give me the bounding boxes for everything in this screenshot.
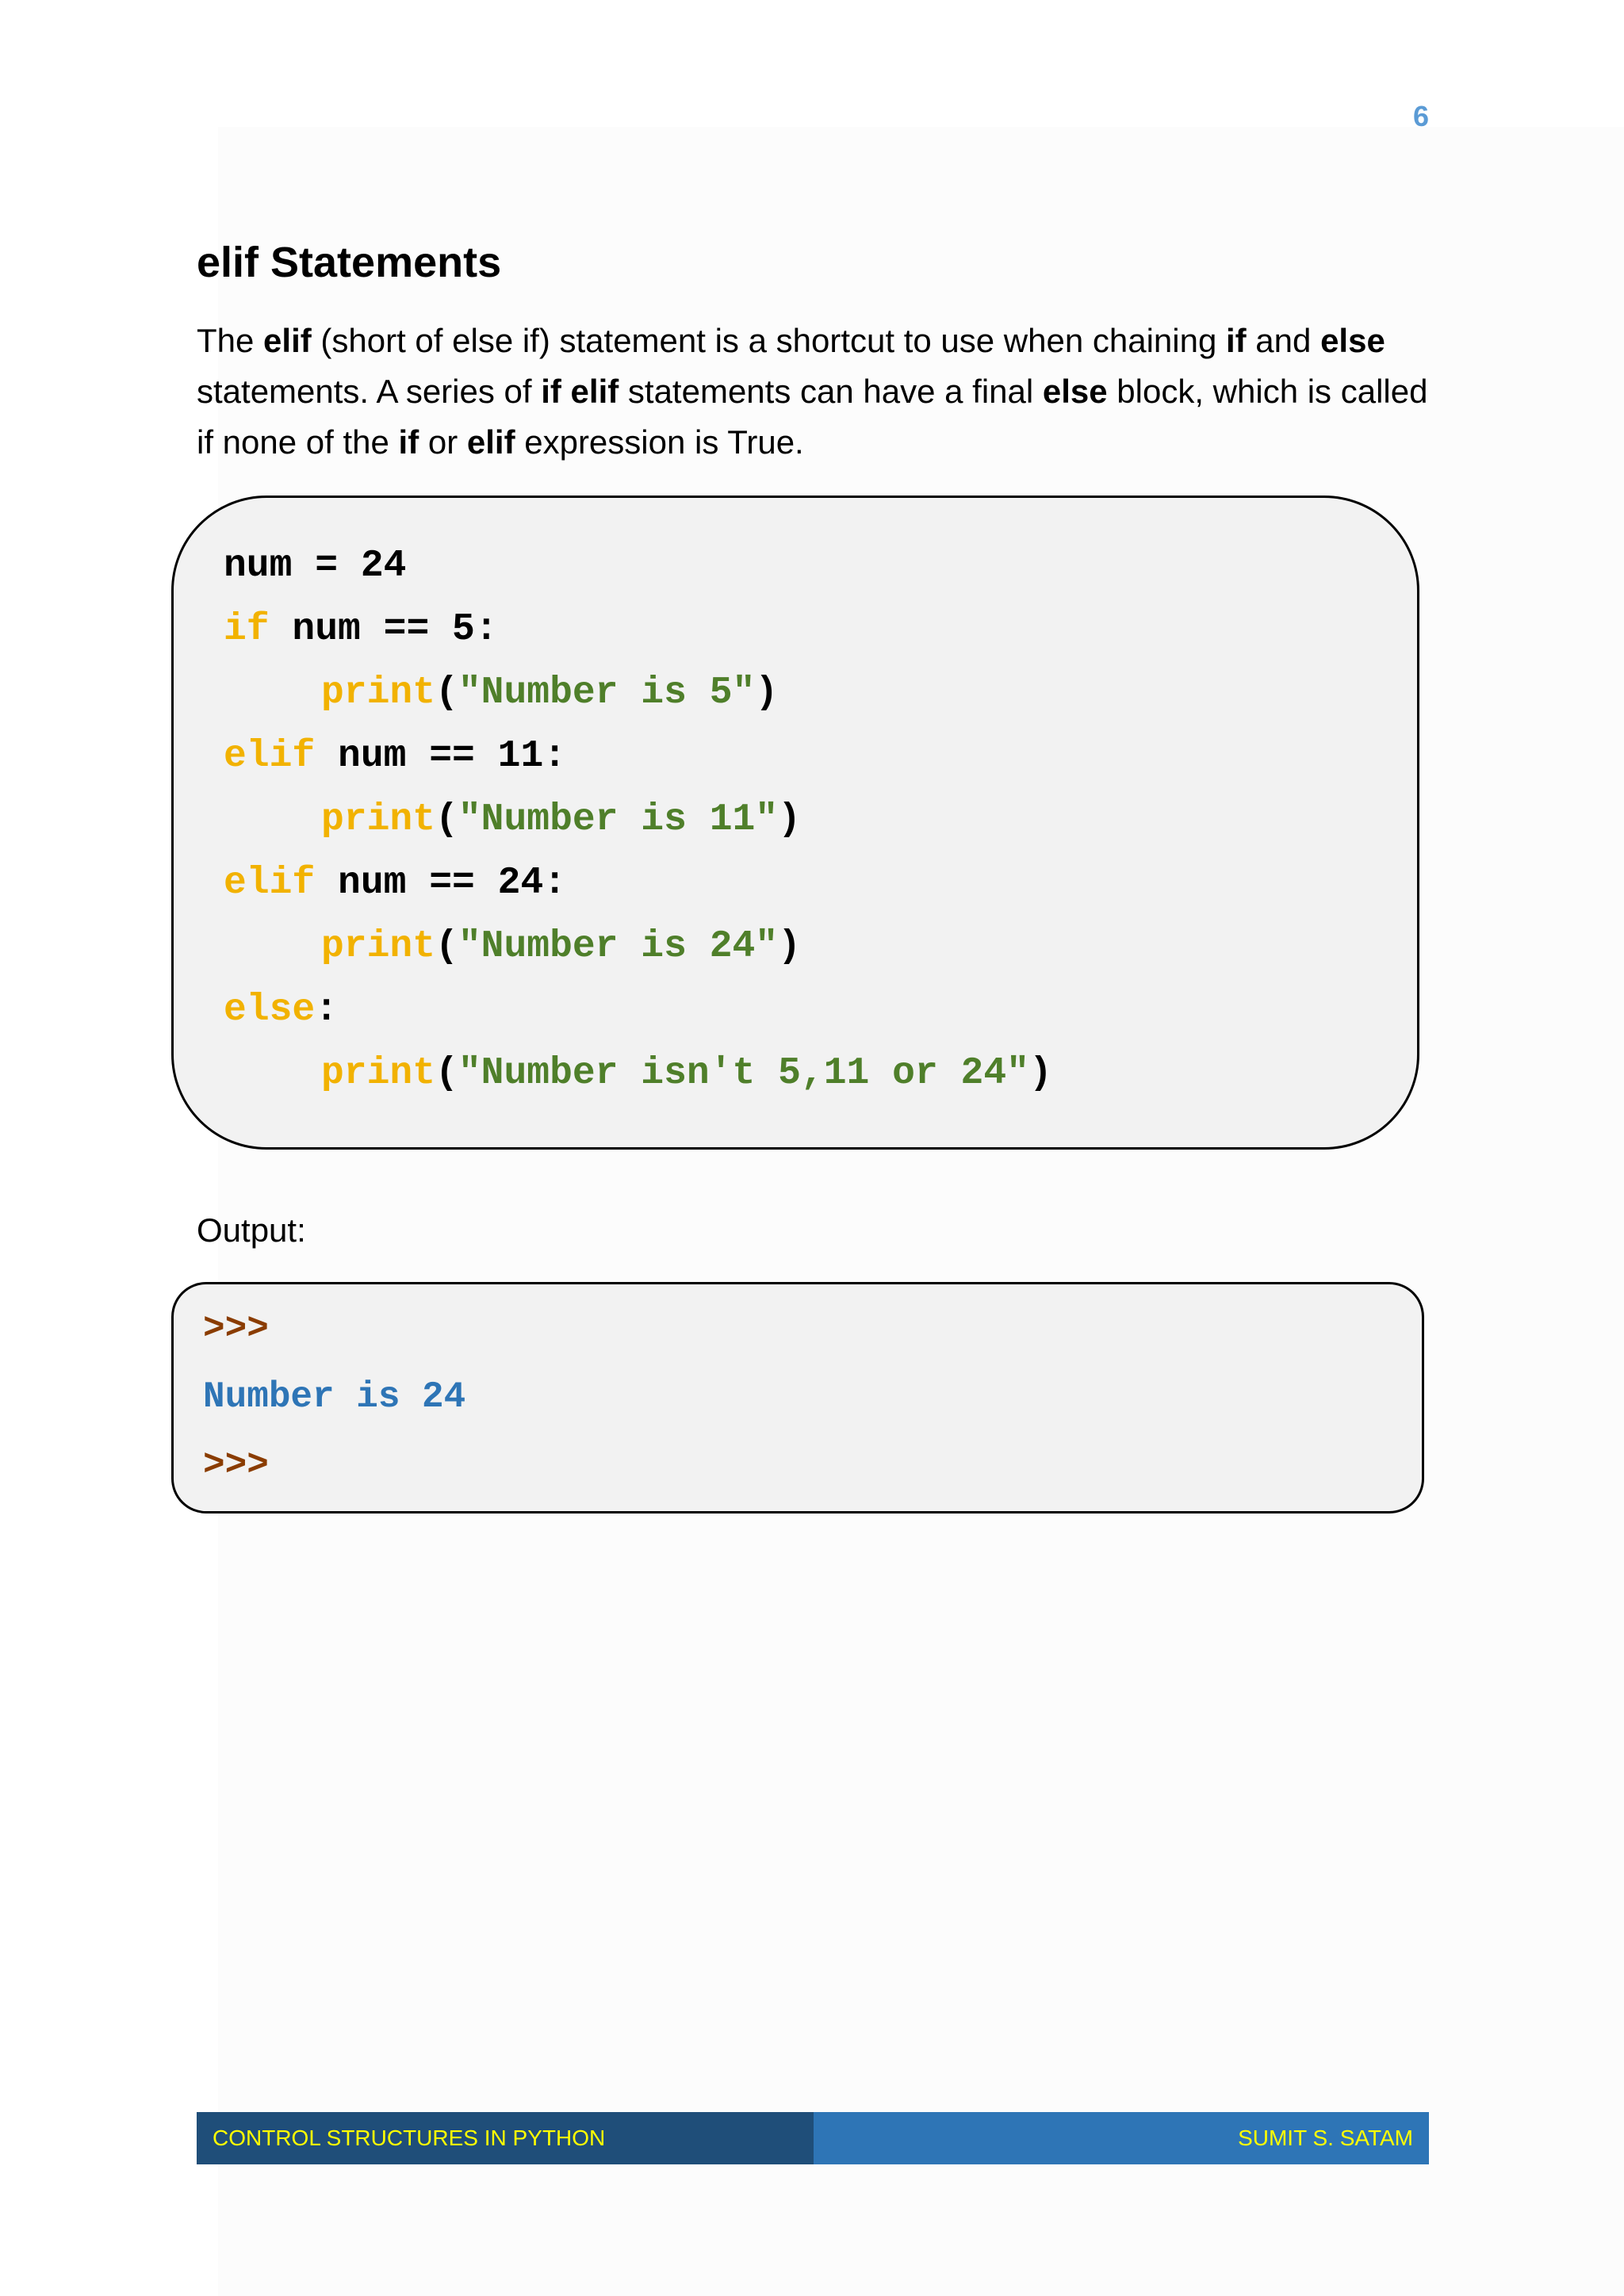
code-text: num == 24: [315, 862, 567, 905]
code-string: "Number is 11" [458, 798, 779, 841]
code-keyword: else [224, 989, 316, 1031]
code-text: ( [435, 672, 458, 714]
intro-paragraph [197, 316, 1434, 468]
code-keyword: elif [224, 735, 316, 778]
code-text: : [315, 989, 339, 1031]
code-string: "Number isn't 5,11 or 24" [458, 1052, 1029, 1095]
code-line [224, 538, 406, 594]
code-line [321, 665, 778, 721]
footer-author: SUMIT S. SATAM [814, 2112, 1429, 2164]
code-text: ) [755, 672, 779, 714]
section-heading: elif Statements [197, 239, 502, 286]
code-keyword: print [321, 925, 436, 968]
code-line [224, 982, 338, 1038]
code-text: ) [778, 798, 801, 841]
shell-prompt: >>> [203, 1308, 269, 1349]
code-keyword: elif [224, 862, 316, 905]
page-number: 6 [1412, 100, 1429, 132]
output-label: Output: [197, 1211, 306, 1249]
code-line [321, 919, 801, 974]
code-line [224, 855, 566, 911]
code-text: num = 24 [224, 545, 407, 587]
code-text: ) [778, 925, 801, 968]
intro-keyword: if [398, 423, 419, 461]
footer-title: CONTROL STRUCTURES IN PYTHON [197, 2112, 814, 2164]
code-keyword: print [321, 798, 436, 841]
code-keyword: if [224, 608, 270, 651]
code-text: ) [1028, 1052, 1052, 1095]
code-string: "Number is 24" [458, 925, 779, 968]
code-text: ( [435, 798, 458, 841]
intro-keyword: else [1320, 322, 1385, 359]
intro-keyword: elif [466, 423, 515, 461]
code-text: num == 5: [269, 608, 498, 651]
code-text: num == 11: [315, 735, 567, 778]
code-keyword: print [321, 672, 436, 714]
intro-text: expression is True. [515, 423, 804, 461]
intro-text: block, which is called if none of the [197, 373, 1428, 461]
intro-text: statements. A series of [197, 373, 542, 410]
code-keyword: print [321, 1052, 436, 1095]
code-line [224, 602, 498, 657]
intro-text: (short of else if) statement is a shortcut to use when chaining [311, 322, 1226, 359]
code-text: ( [435, 1052, 458, 1095]
code-line [321, 792, 801, 848]
intro-text: and [1246, 322, 1321, 359]
intro-keyword: elif [263, 322, 312, 359]
intro-keyword: if elif [541, 373, 619, 410]
code-string: "Number is 5" [458, 672, 756, 714]
code-line [224, 729, 566, 784]
intro-keyword: else [1042, 373, 1108, 410]
shell-output: Number is 24 [203, 1376, 466, 1418]
code-text: ( [435, 925, 458, 968]
shell-prompt: >>> [203, 1445, 269, 1486]
intro-text: statements can have a final [619, 373, 1043, 410]
intro-keyword: if [1225, 322, 1247, 359]
code-line [321, 1046, 1052, 1101]
intro-text: The [197, 322, 264, 359]
intro-text: or [419, 423, 467, 461]
